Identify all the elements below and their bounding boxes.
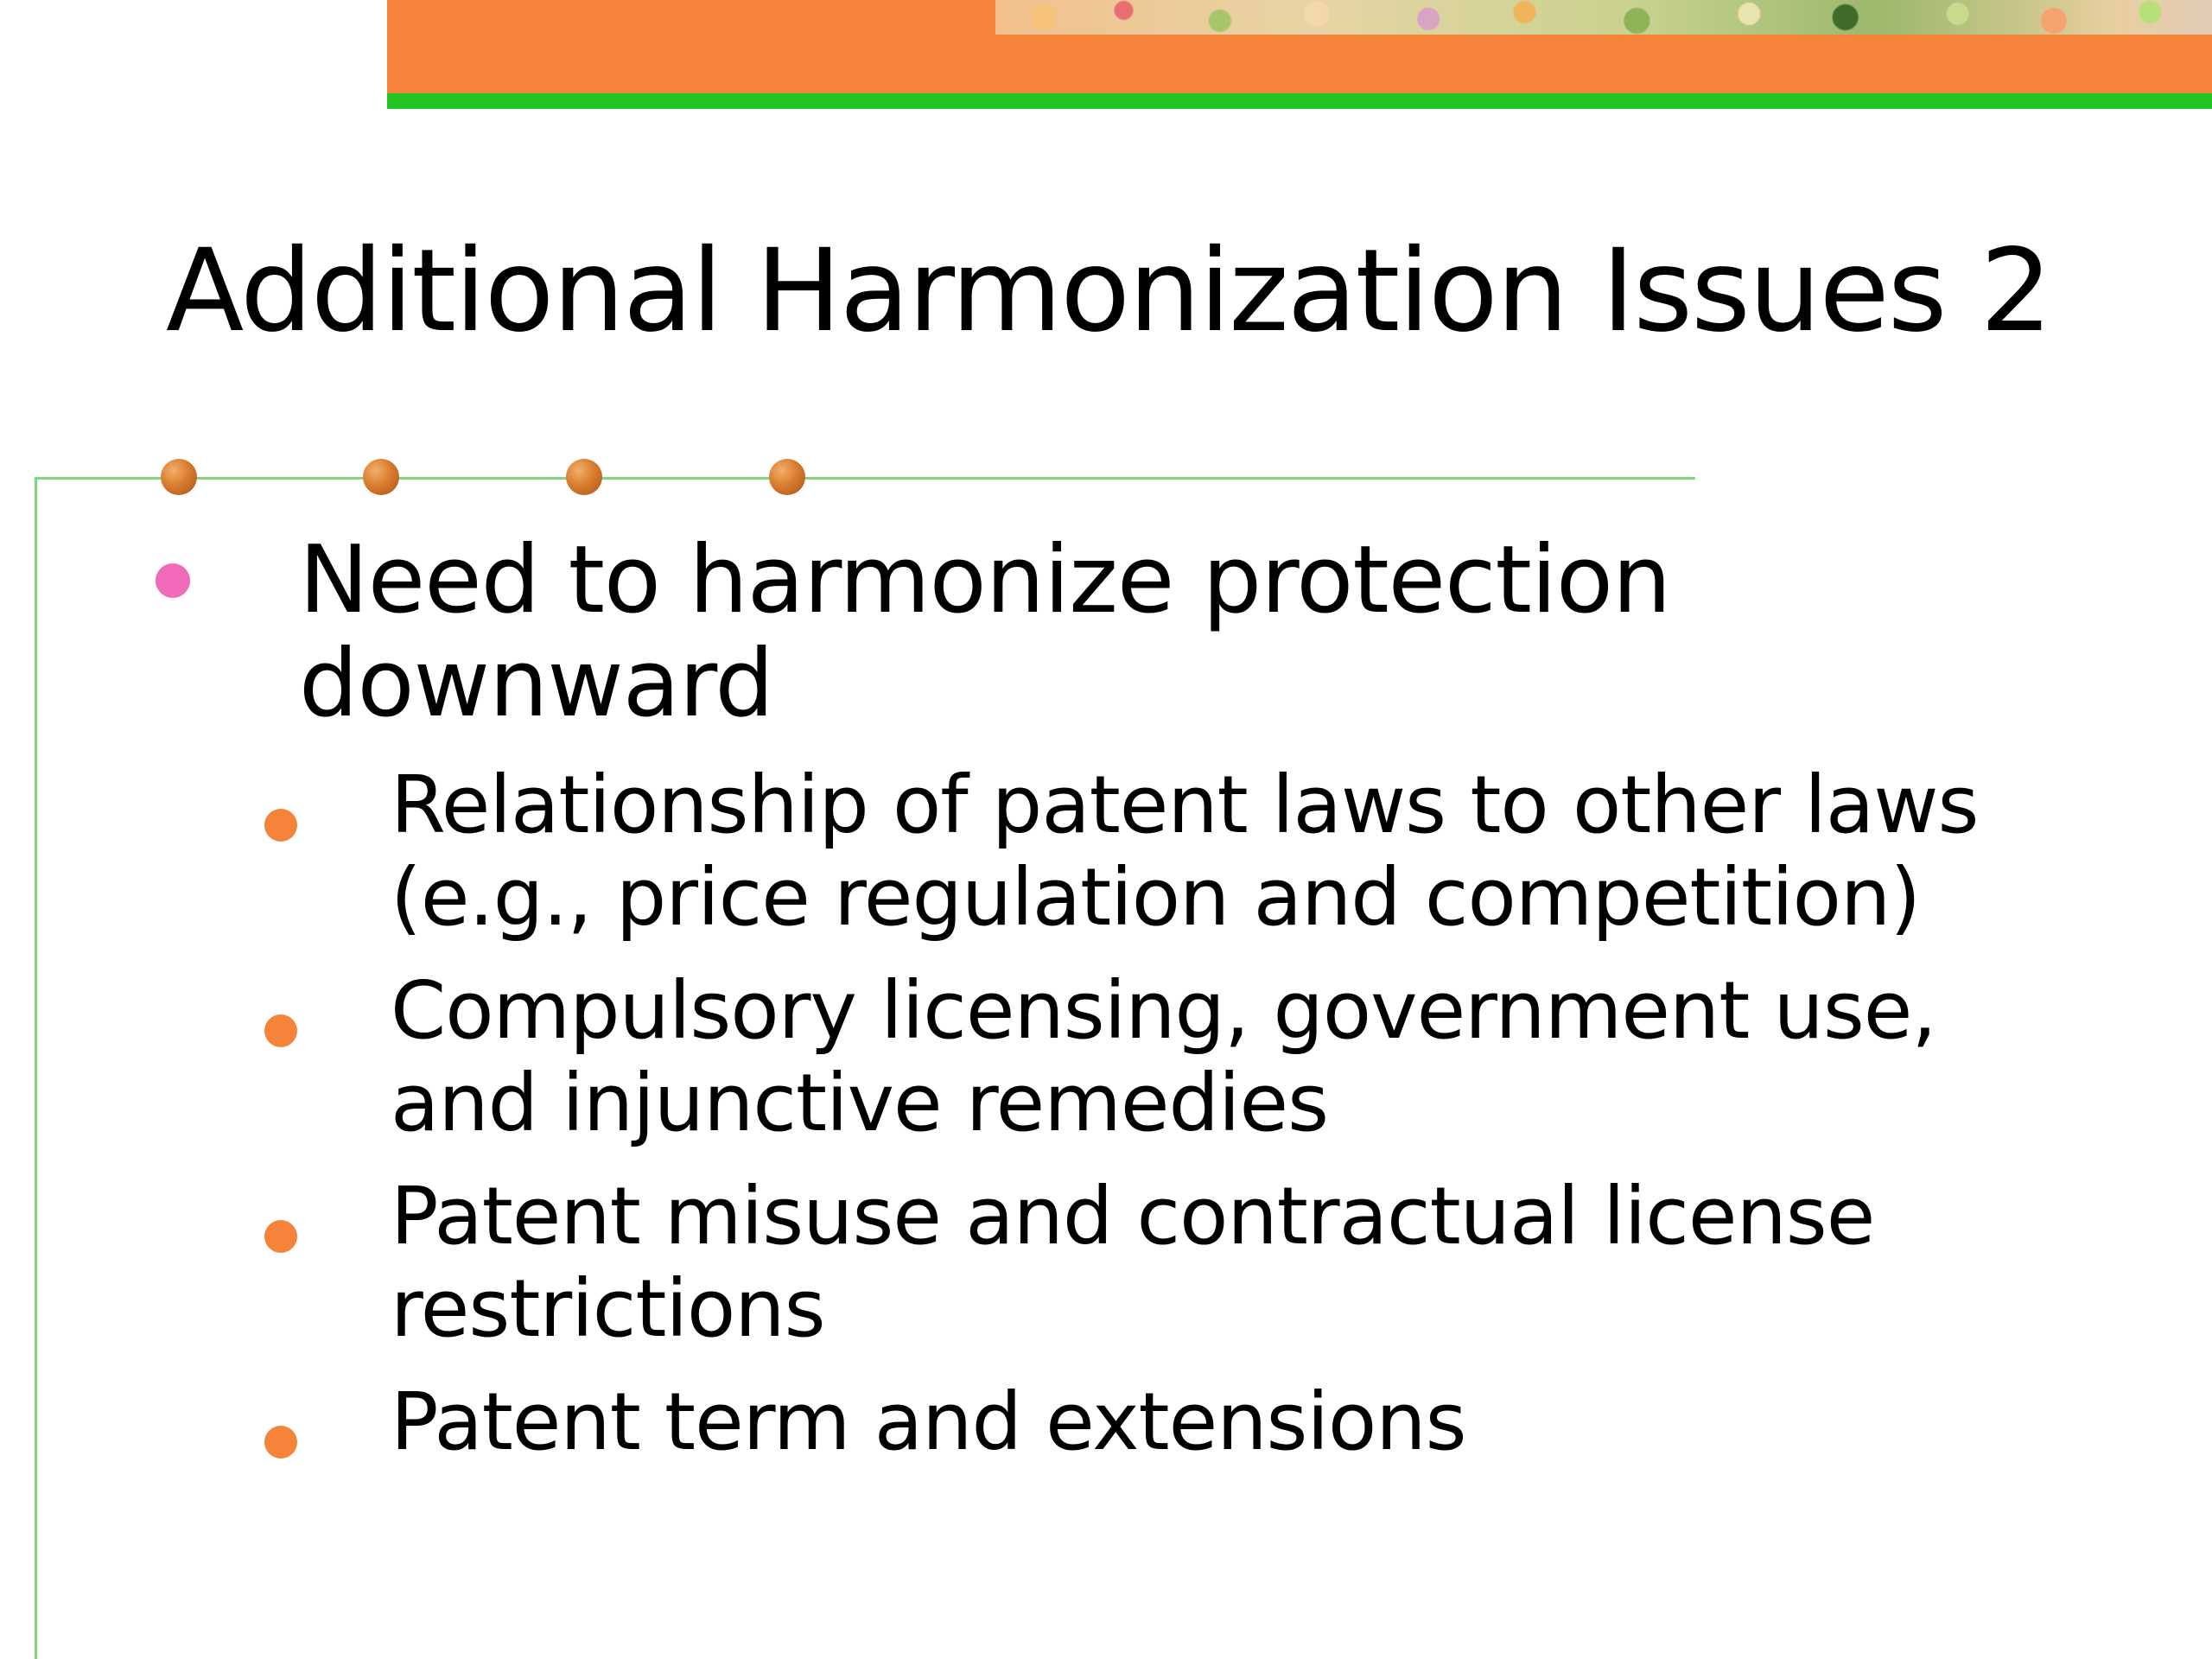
banner-green-rule	[387, 93, 2212, 109]
bullet-level2-text: Patent term and extensions	[391, 1376, 1466, 1468]
title-divider-line	[35, 477, 1695, 480]
banner-photo-strip	[995, 0, 2212, 35]
bullet-level2-text: Relationship of patent laws to other laws (e.g., price regulation and competition)	[391, 759, 1979, 944]
divider-dot-3	[566, 459, 602, 495]
slide-title: Additional Harmonization Issues 2	[166, 225, 2051, 358]
divider-dot-2	[363, 459, 399, 495]
header-banner	[387, 0, 2212, 93]
bullet-marker-orange	[264, 1426, 297, 1459]
left-accent-line	[35, 477, 37, 1659]
bullet-level2-text: Compulsory licensing, government use, and injunctive remedies	[391, 964, 1936, 1149]
bullet-marker-orange	[264, 809, 297, 842]
bullet-level2-text: Patent misuse and contractual license restrictions	[391, 1170, 1875, 1355]
bullet-level1-text: Need to harmonize protection downward	[299, 526, 1671, 738]
bullet-marker-orange	[264, 1220, 297, 1253]
divider-dot-1	[161, 459, 197, 495]
bullet-marker-pink	[156, 563, 190, 598]
divider-dot-4	[769, 459, 805, 495]
bullet-marker-orange	[264, 1014, 297, 1047]
